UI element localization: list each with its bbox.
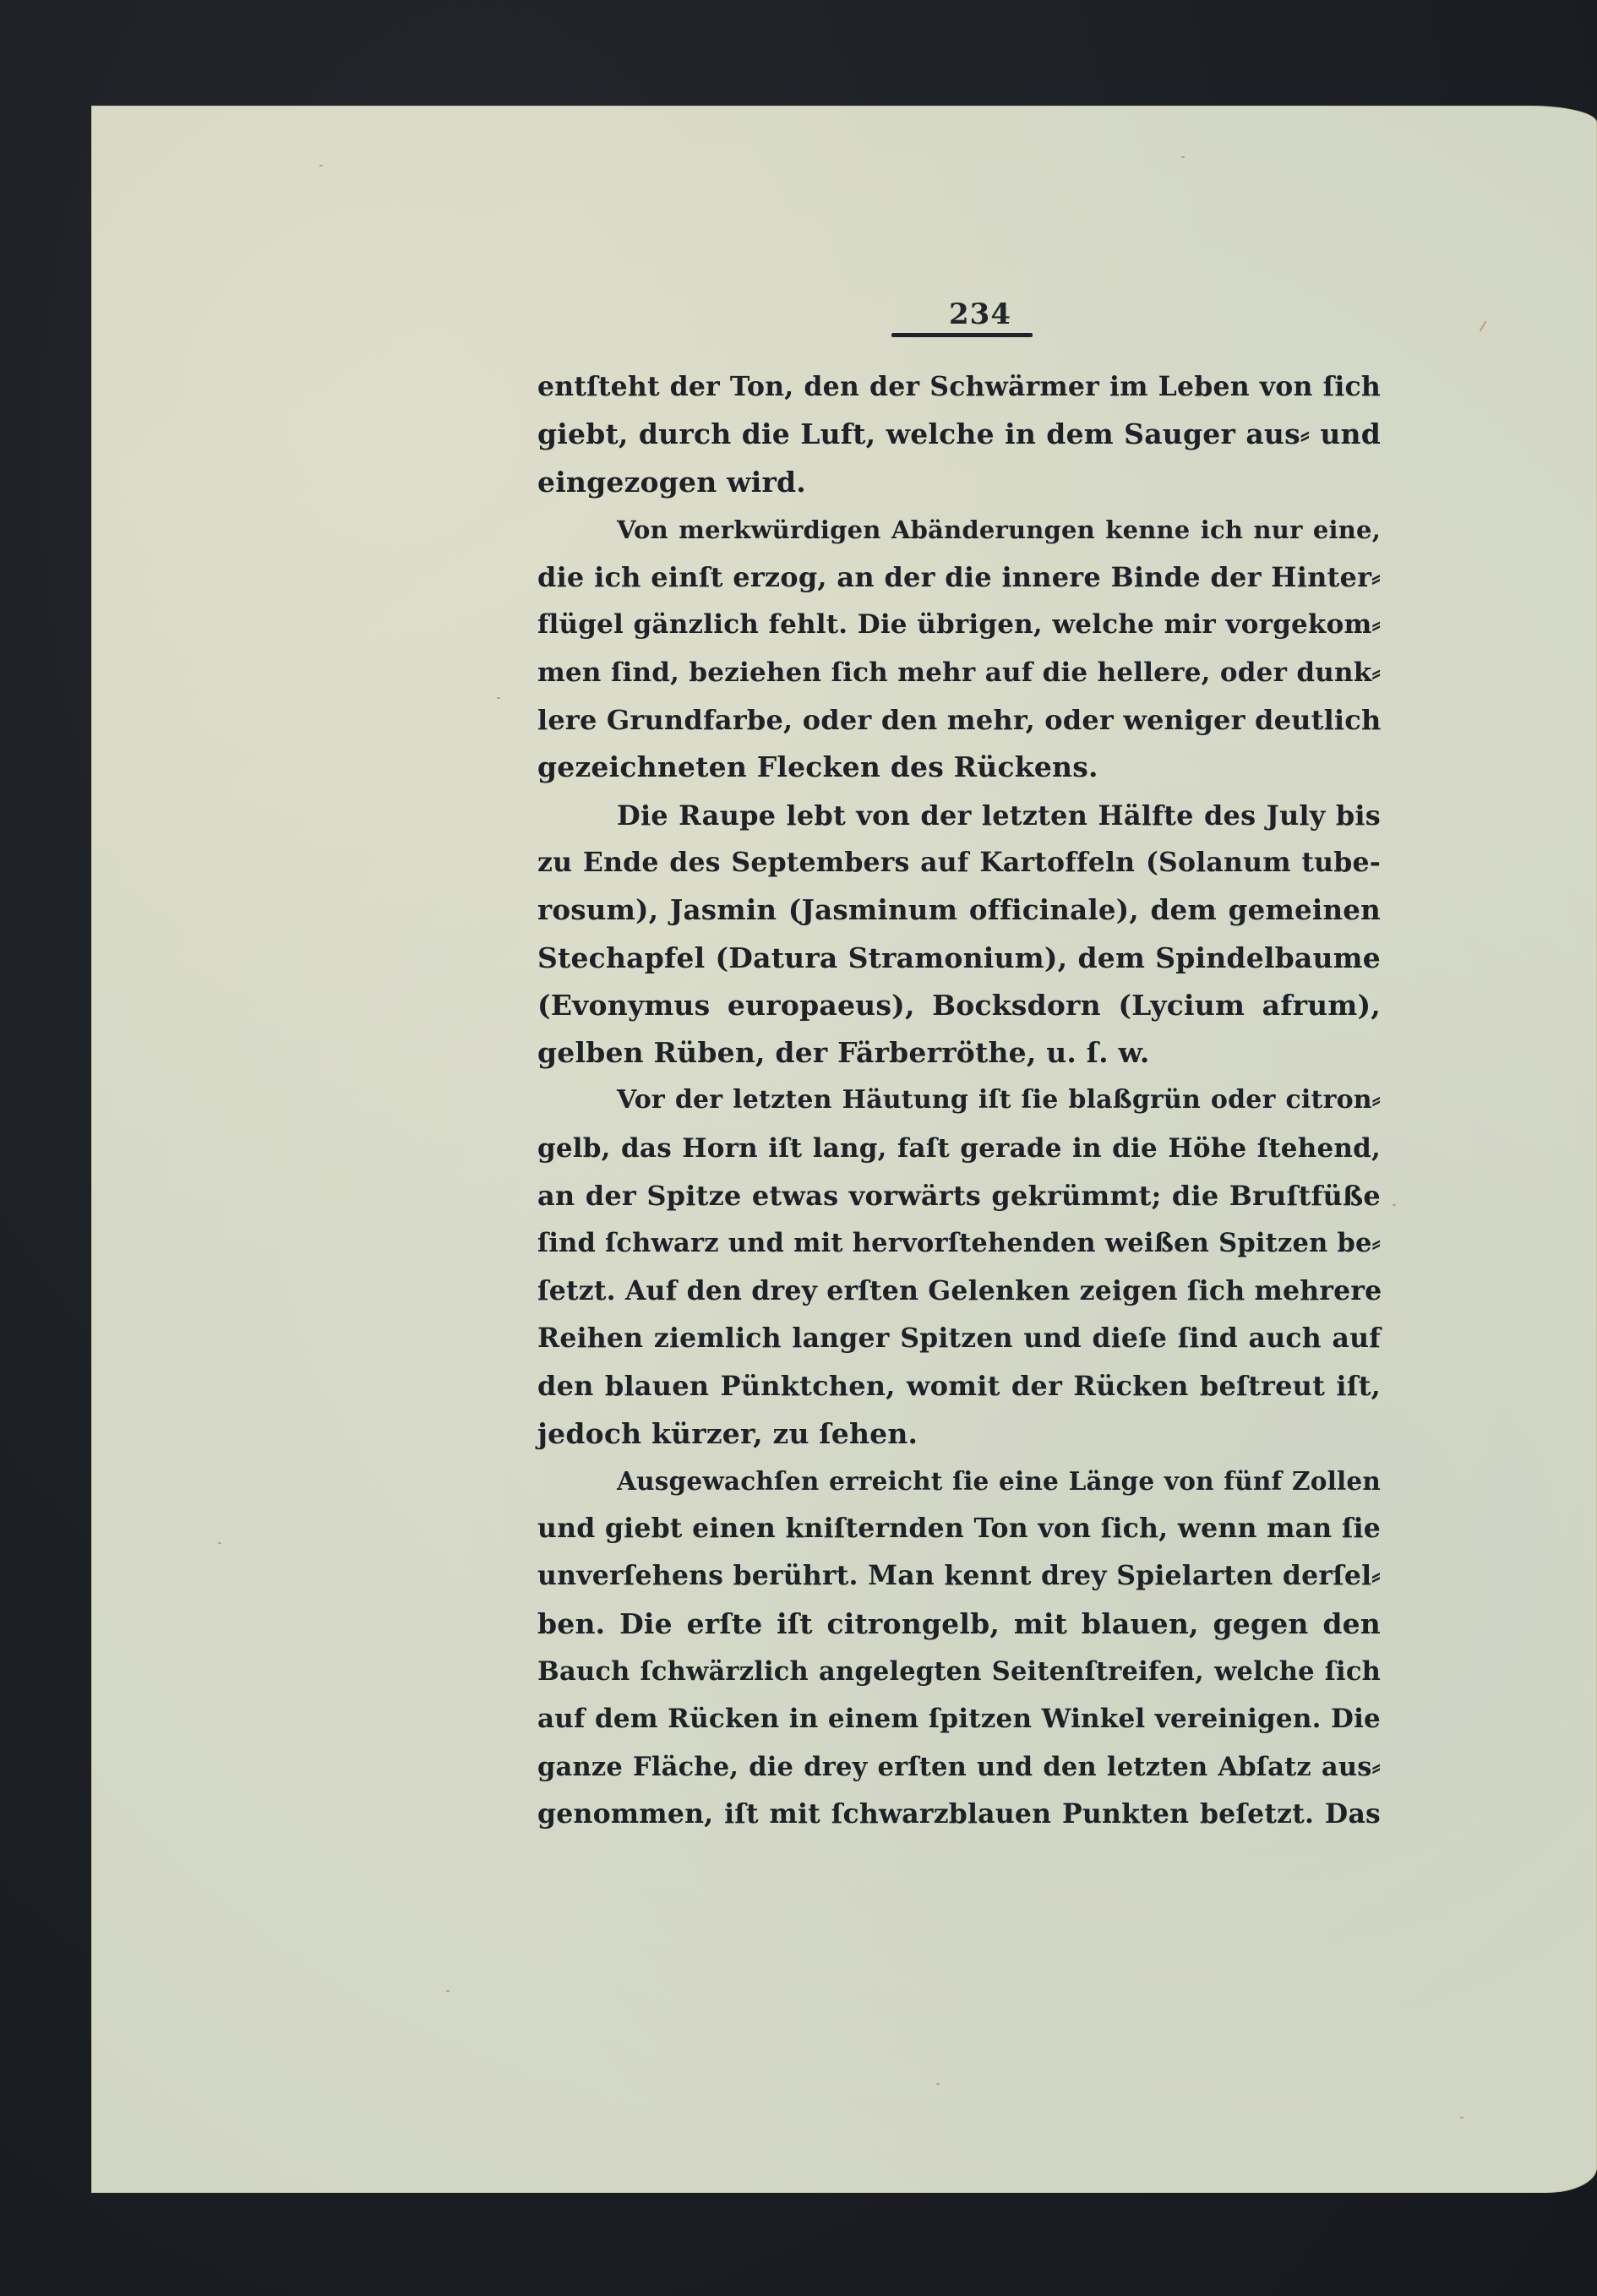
paragraph [537, 506, 1381, 792]
text-line: Bauch ſchwärzlich angelegten Seitenſtreifen, welche ſich [537, 1656, 1381, 1688]
text-line: Von merkwürdigen Abänderungen kenne ich nur eine, [617, 515, 1381, 544]
text-line: an der Spitze etwas vorwärts gekrümmt; die Bruſtfüße [537, 1180, 1381, 1213]
paper-speck [319, 165, 323, 166]
text-line: Die Raupe lebt von der letzten Hälfte des July bis [617, 799, 1381, 832]
text-line: Vor der letzten Häutung iſt ſie blaßgrün oder citron⸗ [617, 1085, 1381, 1115]
paragraph [537, 363, 1381, 506]
body-text [537, 363, 1381, 1838]
text-line: Reihen ziemlich langer Spitzen und dieſe ſind auch auf [537, 1322, 1381, 1354]
text-line: ben. Die erſte iſt citrongelb, mit blauen, gegen den [537, 1606, 1381, 1640]
text-line: lere Grundfarbe, oder den mehr, oder weniger deutlich [537, 704, 1382, 737]
paper-speck [1181, 156, 1185, 158]
text-line: ſetzt. Auf den drey erſten Gelenken zeigen ſich mehrere [537, 1274, 1382, 1306]
text-line: men ſind, beziehen ſich mehr auf die hellere, oder dunk⸗ [537, 657, 1381, 688]
text-line: auf dem Rücken in einem ſpitzen Winkel vereinigen. Die [537, 1704, 1381, 1735]
text-line: genommen, iſt mit ſchwarzblauen Punkten beſetzt. Das [537, 1797, 1381, 1830]
paragraph [537, 792, 1381, 1077]
text-line: entſteht der Ton, den der Schwärmer im Leben von ſich [537, 371, 1381, 402]
paragraph [537, 1458, 1381, 1838]
text-line: rosum), Jasmin (Jasminum officinale), dem gemeinen [537, 893, 1381, 927]
text-line: die ich einſt erzog, an der die innere Binde der Hinter⸗ [537, 561, 1381, 594]
text-line: gelben Rüben, der Färberröthe, u. ſ. w. [537, 1036, 1150, 1070]
text-line: (Evonymus europaeus), Bocksdorn (Lycium afrum), [537, 988, 1381, 1022]
text-line: und giebt einen kniſternden Ton von ſich, wenn man ſie [537, 1513, 1381, 1545]
paper-speck [1460, 2117, 1463, 2119]
text-line: unverſehens berührt. Man kennt drey Spielarten derſel⸗ [537, 1560, 1381, 1592]
paper-speck [936, 2083, 940, 2085]
paper-speck [1480, 320, 1487, 331]
text-line: giebt, durch die Luft, welche in dem Sauger aus⸗ und [537, 417, 1381, 451]
text-line: den blauen Pünktchen, womit der Rücken beſtreut iſt, [537, 1370, 1381, 1403]
text-line: flügel gänzlich fehlt. Die übrigen, welche mir vorgekom⸗ [537, 609, 1381, 641]
paper-speck [446, 1990, 450, 1992]
paper-speck [1393, 1204, 1396, 1206]
text-line: ſind ſchwarz und mit hervorſtehenden weißen Spitzen be⸗ [537, 1228, 1381, 1259]
header-rule [891, 333, 1033, 337]
text-line: gezeichneten Flecken des Rückens. [537, 750, 1098, 784]
paper-speck [218, 1542, 221, 1544]
text-line: Stechapfel (Datura Stramonium), dem Spindelbaume [537, 941, 1381, 974]
text-line: Ausgewachſen erreicht ſie eine Länge von fünf Zollen [617, 1465, 1381, 1496]
text-line: eingezogen wird. [537, 465, 806, 499]
page-number: 234 [949, 297, 1011, 331]
text-line: ganze Fläche, die drey erſten und den letzten Abſatz aus⸗ [537, 1751, 1381, 1782]
text-line: jedoch kürzer, zu ſehen. [537, 1416, 918, 1450]
text-line: gelb, das Horn iſt lang, faſt gerade in die Höhe ſtehend, [537, 1132, 1381, 1164]
text-line: zu Ende des Septembers auf Kartoffeln (Solanum tube- [537, 846, 1381, 878]
paper-speck [497, 697, 500, 699]
paragraph [537, 1077, 1381, 1457]
